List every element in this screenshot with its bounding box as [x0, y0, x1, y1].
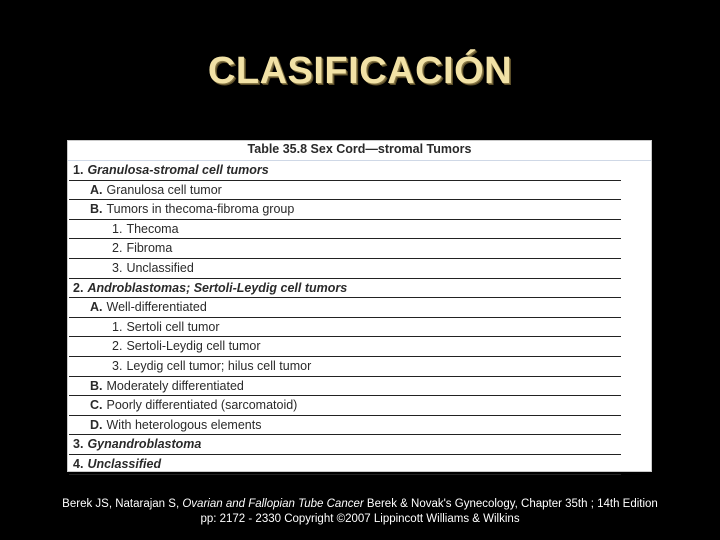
table-row: [69, 220, 621, 240]
row-text: Fibroma: [126, 241, 173, 256]
row-number: 2.: [73, 280, 84, 295]
row-text: Sertoli-Leydig cell tumor: [126, 339, 261, 354]
table-row: [69, 161, 621, 181]
table-row: [69, 259, 621, 279]
table-row: [69, 357, 621, 377]
citation-pages: pp: 2172 - 2330 Copyright ©2007 Lippincott Williams & Wilkins: [200, 513, 520, 525]
slide-title: CLASIFICACIÓN: [207, 50, 513, 92]
row-number: C.: [90, 398, 103, 413]
row-number: 4.: [73, 456, 84, 471]
row-number: 3.: [73, 437, 84, 452]
row-number: 1.: [112, 221, 123, 236]
row-number: D.: [90, 417, 103, 432]
row-text: Androblastomas; Sertoli-Leydig cell tumors: [87, 280, 348, 295]
table-row: [69, 318, 621, 338]
row-number: 1.: [73, 163, 84, 177]
table-caption: Table 35.8 Sex Cord—stromal Tumors: [247, 142, 472, 156]
row-text: Granulosa-stromal cell tumors: [87, 163, 269, 177]
row-text: Granulosa cell tumor: [106, 182, 222, 197]
table-row: [69, 298, 621, 318]
row-number: 3.: [112, 358, 123, 373]
table-row: [69, 181, 621, 201]
row-text: Gynandroblastoma: [87, 437, 202, 452]
row-number: 1.: [112, 319, 123, 334]
row-text: Moderately differentiated: [106, 378, 244, 393]
table-row: [69, 455, 621, 475]
table-row: [69, 435, 621, 455]
row-text: Unclassified: [87, 456, 162, 471]
table-rows: [68, 161, 651, 475]
row-number: 3.: [112, 260, 123, 275]
table-row: [69, 200, 621, 220]
table-row: [69, 396, 621, 416]
citation-source: Berek & Novak's Gynecology, Chapter 35th ; 14th Edition: [366, 498, 658, 510]
row-text: Unclassified: [126, 260, 194, 275]
table-row: [69, 279, 621, 299]
row-number: A.: [90, 300, 103, 315]
row-number: A.: [90, 182, 103, 197]
citation-title: Ovarian and Fallopian Tube Cancer: [182, 498, 364, 510]
citation: [0, 497, 720, 527]
row-number: B.: [90, 202, 103, 217]
table-image: [67, 140, 652, 472]
table-row: [69, 377, 621, 397]
row-number: 2.: [112, 339, 123, 354]
table-row: [69, 239, 621, 259]
row-number: 2.: [112, 241, 123, 256]
row-text: Poorly differentiated (sarcomatoid): [106, 398, 298, 413]
row-text: Well-differentiated: [106, 300, 207, 315]
table-row: [69, 337, 621, 357]
row-text: Leydig cell tumor; hilus cell tumor: [126, 358, 312, 373]
row-text: Sertoli cell tumor: [126, 319, 220, 334]
table-row: [69, 416, 621, 436]
row-text: With heterologous elements: [106, 417, 262, 432]
citation-authors: Berek JS, Natarajan S,: [62, 498, 180, 510]
row-text: Thecoma: [126, 221, 179, 236]
row-text: Tumors in thecoma-fibroma group: [106, 202, 295, 217]
row-number: B.: [90, 378, 103, 393]
